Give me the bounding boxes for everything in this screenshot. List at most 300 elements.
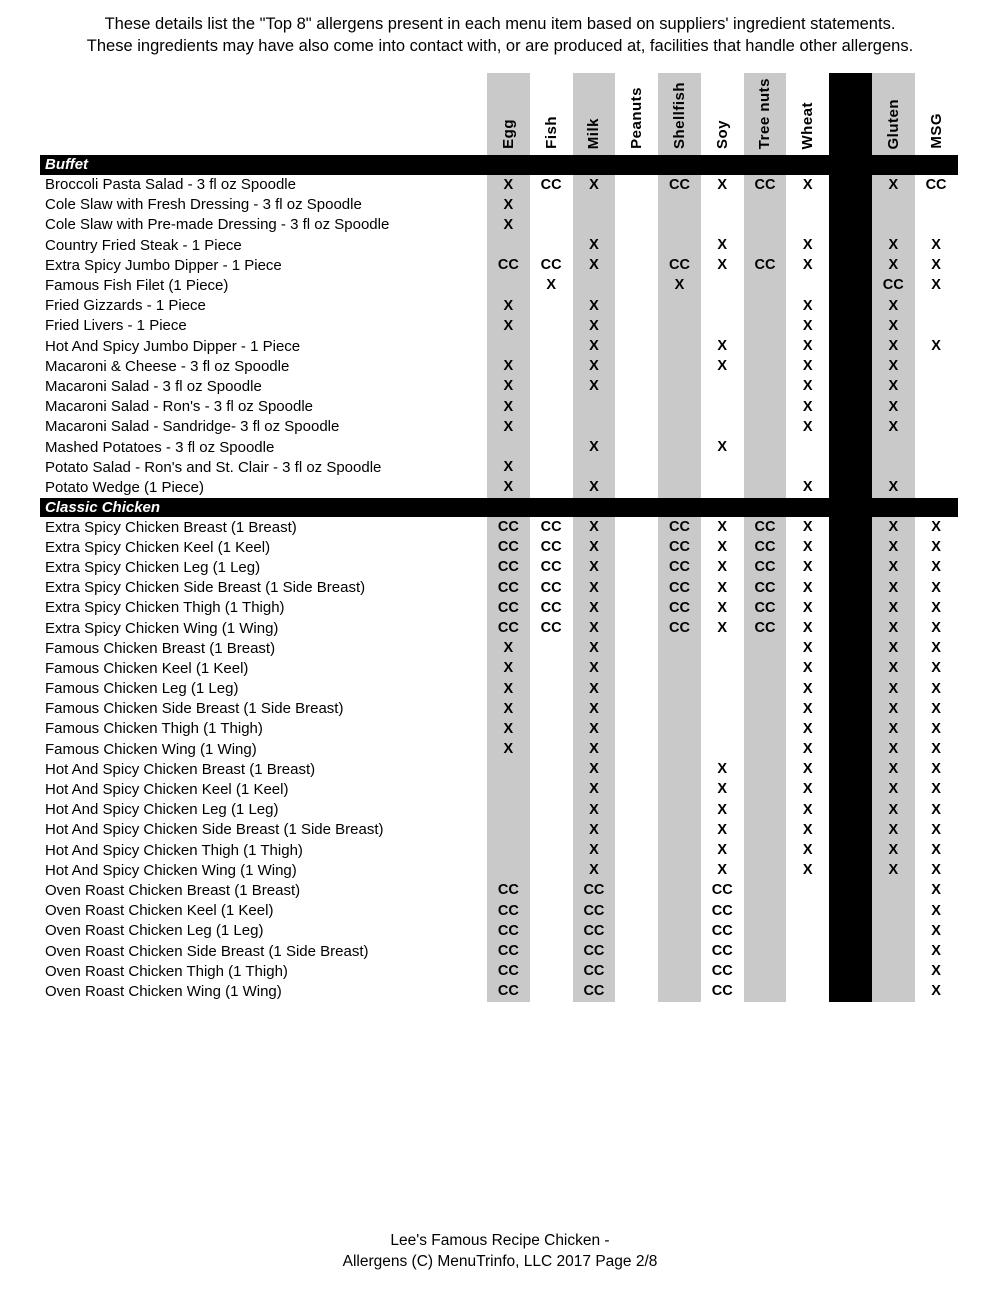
allergen-cell: X bbox=[888, 559, 899, 576]
allergen-cell: X bbox=[717, 761, 728, 778]
menu-item-label: Oven Roast Chicken Keel (1 Keel) bbox=[45, 902, 274, 920]
allergen-cell: X bbox=[589, 862, 599, 879]
allergen-cell: CC bbox=[497, 559, 519, 576]
allergen-cell: X bbox=[589, 438, 599, 455]
allergen-cell: CC bbox=[711, 983, 733, 1000]
allergen-cell: X bbox=[503, 459, 514, 476]
allergen-cell: CC bbox=[497, 902, 519, 919]
table-row bbox=[40, 779, 958, 799]
allergen-cell: X bbox=[802, 801, 813, 818]
allergen-cell: X bbox=[589, 479, 599, 496]
table-row bbox=[40, 255, 958, 275]
allergen-cell: X bbox=[546, 277, 556, 294]
allergen-cell: X bbox=[931, 519, 941, 535]
allergen-cell: CC bbox=[711, 922, 733, 939]
allergen-cell: X bbox=[589, 358, 599, 375]
allergen-cell: X bbox=[589, 761, 599, 778]
allergen-cell: X bbox=[888, 398, 899, 415]
allergen-cell: CC bbox=[583, 922, 605, 939]
menu-item-label: Hot And Spicy Chicken Leg (1 Leg) bbox=[45, 801, 279, 819]
allergen-cell: X bbox=[802, 579, 813, 596]
allergen-cell: X bbox=[802, 842, 813, 858]
allergen-cell: X bbox=[589, 821, 599, 838]
allergen-cell: X bbox=[931, 842, 941, 858]
allergen-cell: X bbox=[589, 781, 599, 798]
allergen-cell: X bbox=[717, 358, 728, 375]
table-row bbox=[40, 719, 958, 739]
table-row bbox=[40, 235, 958, 255]
menu-item-label: Potato Wedge (1 Piece) bbox=[45, 478, 204, 496]
allergen-cell: X bbox=[717, 781, 728, 798]
table-row bbox=[40, 397, 958, 417]
allergen-cell: X bbox=[888, 640, 899, 657]
allergen-cell: CC bbox=[497, 539, 519, 556]
allergen-cell: CC bbox=[497, 579, 519, 596]
allergen-cell: X bbox=[802, 539, 813, 556]
allergen-cell: X bbox=[717, 801, 728, 818]
allergen-cell: CC bbox=[711, 882, 733, 899]
page-footer bbox=[0, 1230, 1000, 1272]
menu-item-label: Famous Chicken Wing (1 Wing) bbox=[45, 740, 257, 758]
menu-item-label: Famous Chicken Leg (1 Leg) bbox=[45, 680, 239, 698]
allergen-cell: X bbox=[931, 680, 941, 697]
allergen-cell: X bbox=[931, 741, 941, 758]
column-header-label: Milk bbox=[585, 117, 603, 149]
allergen-cell: X bbox=[888, 842, 899, 858]
intro-line-2: These ingredients may have also come into contact with, or are produced at, facilities that handle other allergens. bbox=[86, 37, 914, 55]
allergen-cell: CC bbox=[668, 599, 690, 616]
allergen-cell: X bbox=[503, 196, 514, 213]
allergen-cell: CC bbox=[540, 257, 562, 274]
allergen-cell: X bbox=[589, 176, 599, 193]
allergen-cell: CC bbox=[497, 882, 519, 899]
table-row bbox=[40, 417, 958, 437]
menu-item-label: Cole Slaw with Pre-made Dressing - 3 fl oz Spoodle bbox=[45, 216, 390, 234]
allergen-cell: X bbox=[802, 479, 813, 496]
allergen-cell: X bbox=[931, 559, 941, 576]
allergen-cell: CC bbox=[497, 519, 519, 535]
allergen-cell: X bbox=[503, 398, 514, 415]
table-row bbox=[40, 961, 958, 981]
menu-item-label: Famous Fish Filet (1 Piece) bbox=[45, 277, 229, 295]
table-row bbox=[40, 376, 958, 396]
allergen-cell: X bbox=[589, 378, 599, 395]
allergen-cell: X bbox=[717, 559, 728, 576]
allergen-cell: X bbox=[931, 761, 941, 778]
column-header-label: Soy bbox=[713, 119, 731, 149]
menu-item-label: Famous Chicken Thigh (1 Thigh) bbox=[45, 720, 263, 738]
allergen-cell: X bbox=[503, 176, 514, 193]
column-header bbox=[915, 73, 958, 149]
menu-item-label: Famous Chicken Keel (1 Keel) bbox=[45, 659, 249, 677]
menu-item-label: Hot And Spicy Chicken Keel (1 Keel) bbox=[45, 781, 289, 799]
allergen-cell: X bbox=[503, 317, 514, 334]
allergen-cell: CC bbox=[754, 559, 776, 576]
menu-item-label: Extra Spicy Jumbo Dipper - 1 Piece bbox=[45, 256, 282, 274]
allergen-cell: X bbox=[802, 720, 813, 737]
table-header bbox=[40, 73, 958, 155]
allergen-cell: X bbox=[888, 418, 899, 435]
allergen-cell: CC bbox=[583, 942, 605, 959]
allergen-cell: X bbox=[888, 317, 899, 334]
table-row bbox=[40, 921, 958, 941]
allergen-cell: X bbox=[931, 579, 941, 596]
allergen-cell: X bbox=[717, 176, 728, 193]
allergen-cell: X bbox=[931, 902, 941, 919]
intro-line-1: These details list the "Top 8" allergens present in each menu item based on suppliers' ingredient statements. bbox=[104, 15, 896, 33]
allergen-cell: X bbox=[888, 660, 899, 677]
table-row bbox=[40, 840, 958, 860]
allergen-cell: X bbox=[931, 862, 941, 879]
table-row bbox=[40, 598, 958, 618]
allergen-cell: X bbox=[888, 761, 899, 778]
allergen-cell: CC bbox=[882, 277, 904, 294]
allergen-cell: X bbox=[931, 640, 941, 657]
allergen-cell: X bbox=[503, 358, 514, 375]
allergen-cell: X bbox=[503, 720, 514, 737]
table-row bbox=[40, 557, 958, 577]
allergen-cell: X bbox=[717, 338, 728, 354]
allergen-cell: X bbox=[802, 358, 813, 375]
table-row bbox=[40, 437, 958, 457]
table-row bbox=[40, 941, 958, 961]
allergen-cell: X bbox=[888, 378, 899, 395]
table-row bbox=[40, 195, 958, 215]
column-header-label: Wheat bbox=[799, 101, 817, 149]
allergen-cell: X bbox=[888, 680, 899, 697]
menu-item-label: Potato Salad - Ron's and St. Clair - 3 fl oz Spoodle bbox=[45, 458, 382, 476]
allergen-cell: X bbox=[802, 418, 813, 435]
column-header-label: Peanuts bbox=[628, 87, 646, 149]
allergen-cell: X bbox=[717, 862, 728, 879]
allergen-cell: CC bbox=[754, 539, 776, 556]
column-header bbox=[786, 73, 829, 149]
column-header bbox=[872, 73, 915, 149]
menu-item-label: Oven Roast Chicken Side Breast (1 Side Breast) bbox=[45, 942, 369, 960]
allergen-cell: X bbox=[888, 599, 899, 616]
allergen-cell: X bbox=[931, 821, 941, 838]
allergen-cell: X bbox=[589, 297, 599, 314]
allergen-cell: X bbox=[503, 297, 514, 314]
allergen-cell: X bbox=[888, 257, 899, 274]
allergen-cell: X bbox=[589, 741, 599, 758]
allergen-cell: X bbox=[931, 942, 941, 959]
menu-item-label: Extra Spicy Chicken Leg (1 Leg) bbox=[45, 558, 261, 576]
allergen-cell: CC bbox=[754, 257, 776, 274]
allergen-cell: X bbox=[802, 176, 813, 193]
footer-line-1: Lee's Famous Recipe Chicken - bbox=[390, 1232, 610, 1249]
menu-item-label: Macaroni Salad - Ron's - 3 fl oz Spoodle bbox=[45, 398, 314, 416]
section-header: Classic Chicken bbox=[40, 498, 958, 518]
allergen-cell: X bbox=[888, 741, 899, 758]
table-row bbox=[40, 880, 958, 900]
column-header bbox=[573, 73, 616, 149]
allergen-cell: X bbox=[888, 579, 899, 596]
allergen-cell: X bbox=[802, 398, 813, 415]
allergen-cell: X bbox=[589, 801, 599, 818]
column-header-label: Fish bbox=[542, 116, 560, 149]
allergen-cell: X bbox=[589, 338, 599, 354]
allergen-cell: X bbox=[888, 539, 899, 556]
allergen-cell: X bbox=[589, 237, 599, 254]
allergen-cell: X bbox=[589, 519, 599, 535]
allergen-cell: CC bbox=[583, 902, 605, 919]
allergen-cell: CC bbox=[668, 257, 690, 274]
menu-item-label: Oven Roast Chicken Leg (1 Leg) bbox=[45, 922, 264, 940]
column-header bbox=[615, 73, 658, 149]
allergen-cell: X bbox=[503, 680, 514, 697]
allergen-cell: X bbox=[503, 640, 514, 657]
column-header-label: Gluten bbox=[884, 98, 902, 149]
table-row bbox=[40, 699, 958, 719]
table-row bbox=[40, 820, 958, 840]
table-row bbox=[40, 175, 958, 195]
allergen-cell: X bbox=[589, 317, 599, 334]
allergen-cell: X bbox=[589, 257, 599, 274]
table-row bbox=[40, 658, 958, 678]
allergen-cell: X bbox=[589, 579, 599, 596]
table-row bbox=[40, 638, 958, 658]
table-row bbox=[40, 316, 958, 336]
allergen-cell: X bbox=[503, 660, 514, 677]
menu-item-label: Oven Roast Chicken Thigh (1 Thigh) bbox=[45, 962, 288, 980]
allergen-cell: X bbox=[931, 781, 941, 798]
allergen-cell: CC bbox=[540, 619, 562, 636]
allergen-cell: CC bbox=[754, 519, 776, 535]
column-header-label: Shellfish bbox=[670, 81, 688, 149]
allergen-cell: X bbox=[888, 237, 899, 254]
allergen-cell: CC bbox=[540, 539, 562, 556]
allergen-cell: X bbox=[717, 539, 728, 556]
allergen-cell: CC bbox=[540, 559, 562, 576]
intro-text bbox=[0, 13, 1000, 57]
allergen-cell: X bbox=[931, 599, 941, 616]
menu-item-label: Mashed Potatoes - 3 fl oz Spoodle bbox=[45, 438, 275, 456]
allergen-cell: X bbox=[589, 700, 599, 717]
allergen-cell: CC bbox=[668, 559, 690, 576]
allergen-cell: X bbox=[589, 599, 599, 616]
allergen-cell: CC bbox=[583, 882, 605, 899]
column-header bbox=[530, 73, 573, 149]
menu-item-label: Macaroni Salad - Sandridge- 3 fl oz Spoodle bbox=[45, 418, 340, 436]
allergen-cell: X bbox=[503, 741, 514, 758]
menu-item-label: Hot And Spicy Jumbo Dipper - 1 Piece bbox=[45, 337, 301, 355]
footer-line-2: Allergens (C) MenuTrinfo, LLC 2017 Page 2/8 bbox=[342, 1253, 658, 1270]
allergen-cell: X bbox=[931, 801, 941, 818]
allergen-cell: X bbox=[888, 619, 899, 636]
allergen-cell: CC bbox=[668, 579, 690, 596]
column-header-label: MSG bbox=[927, 113, 945, 149]
menu-item-label: Broccoli Pasta Salad - 3 fl oz Spoodle bbox=[45, 176, 296, 194]
allergen-cell: CC bbox=[711, 902, 733, 919]
allergen-cell: X bbox=[931, 720, 941, 737]
allergen-cell: X bbox=[717, 579, 728, 596]
allergen-cell: X bbox=[717, 519, 728, 535]
allergen-cell: X bbox=[802, 660, 813, 677]
table-row bbox=[40, 296, 958, 316]
allergen-cell: X bbox=[802, 257, 813, 274]
allergen-cell: CC bbox=[497, 963, 519, 980]
menu-item-label: Macaroni Salad - 3 fl oz Spoodle bbox=[45, 377, 262, 395]
allergen-cell: CC bbox=[583, 983, 605, 1000]
allergen-cell: CC bbox=[497, 599, 519, 616]
allergen-cell: X bbox=[717, 237, 728, 254]
allergen-cell: X bbox=[888, 801, 899, 818]
allergen-cell: X bbox=[589, 720, 599, 737]
allergen-cell: X bbox=[717, 599, 728, 616]
allergen-cell: X bbox=[802, 378, 813, 395]
allergen-cell: X bbox=[888, 358, 899, 375]
menu-item-label: Extra Spicy Chicken Side Breast (1 Side Breast) bbox=[45, 579, 366, 597]
allergen-cell: CC bbox=[668, 519, 690, 535]
table-row bbox=[40, 739, 958, 759]
allergen-cell: X bbox=[888, 479, 899, 496]
column-header bbox=[744, 73, 787, 149]
menu-item-label: Fried Livers - 1 Piece bbox=[45, 317, 187, 335]
allergen-cell: X bbox=[931, 660, 941, 677]
allergen-cell: X bbox=[589, 619, 599, 636]
allergen-cell: CC bbox=[497, 619, 519, 636]
table-row bbox=[40, 477, 958, 497]
menu-item-label: Hot And Spicy Chicken Thigh (1 Thigh) bbox=[45, 841, 303, 859]
allergen-cell: X bbox=[589, 660, 599, 677]
allergen-cell: CC bbox=[711, 963, 733, 980]
menu-item-label: Oven Roast Chicken Wing (1 Wing) bbox=[45, 982, 282, 1000]
allergen-cell: CC bbox=[583, 963, 605, 980]
allergen-cell: X bbox=[717, 619, 728, 636]
allergen-cell: X bbox=[888, 700, 899, 717]
allergen-cell: X bbox=[931, 338, 941, 354]
allergen-cell: CC bbox=[754, 599, 776, 616]
allergen-cell: X bbox=[589, 680, 599, 697]
column-header bbox=[658, 73, 701, 149]
menu-item-label: Famous Chicken Side Breast (1 Side Breast) bbox=[45, 700, 344, 718]
column-header bbox=[701, 73, 744, 149]
column-header-label: Tree nuts bbox=[756, 77, 774, 149]
allergen-cell: X bbox=[802, 599, 813, 616]
allergen-cell: X bbox=[717, 438, 728, 455]
table-body bbox=[40, 155, 958, 1002]
allergen-cell: X bbox=[931, 277, 941, 294]
column-header bbox=[487, 73, 530, 149]
allergen-cell: X bbox=[674, 277, 685, 294]
allergen-cell: X bbox=[503, 418, 514, 435]
section-header: Buffet bbox=[40, 155, 958, 175]
column-header-label: Egg bbox=[499, 119, 517, 149]
allergen-cell: X bbox=[802, 700, 813, 717]
table-row bbox=[40, 800, 958, 820]
allergen-cell: X bbox=[503, 479, 514, 496]
allergen-cell: X bbox=[802, 297, 813, 314]
allergen-cell: X bbox=[802, 559, 813, 576]
allergen-cell: X bbox=[802, 741, 813, 758]
allergen-cell: X bbox=[589, 559, 599, 576]
allergen-cell: X bbox=[931, 257, 941, 274]
allergen-cell: X bbox=[802, 237, 813, 254]
allergen-cell: X bbox=[589, 539, 599, 556]
allergen-cell: X bbox=[802, 619, 813, 636]
allergen-cell: X bbox=[589, 842, 599, 858]
menu-item-label: Extra Spicy Chicken Breast (1 Breast) bbox=[45, 518, 297, 536]
menu-item-label: Macaroni & Cheese - 3 fl oz Spoodle bbox=[45, 357, 290, 375]
allergen-cell: CC bbox=[754, 176, 776, 193]
allergen-cell: CC bbox=[497, 922, 519, 939]
table-row bbox=[40, 901, 958, 921]
allergen-cell: CC bbox=[540, 579, 562, 596]
allergen-cell: X bbox=[931, 619, 941, 636]
menu-item-label: Extra Spicy Chicken Wing (1 Wing) bbox=[45, 619, 279, 637]
menu-item-label: Hot And Spicy Chicken Breast (1 Breast) bbox=[45, 760, 316, 778]
allergen-cell: X bbox=[802, 781, 813, 798]
allergen-cell: X bbox=[931, 983, 941, 1000]
menu-item-label: Oven Roast Chicken Breast (1 Breast) bbox=[45, 881, 301, 899]
allergen-cell: CC bbox=[711, 942, 733, 959]
allergen-cell: X bbox=[888, 519, 899, 535]
allergen-cell: X bbox=[888, 297, 899, 314]
table-row bbox=[40, 275, 958, 295]
allergen-cell: X bbox=[802, 519, 813, 535]
allergen-cell: X bbox=[503, 378, 514, 395]
table-row bbox=[40, 759, 958, 779]
allergen-cell: CC bbox=[540, 176, 562, 193]
allergen-cell: CC bbox=[540, 599, 562, 616]
table-row bbox=[40, 578, 958, 598]
allergen-cell: X bbox=[888, 781, 899, 798]
allergen-cell: CC bbox=[497, 942, 519, 959]
allergen-cell: CC bbox=[754, 579, 776, 596]
allergen-cell: X bbox=[802, 761, 813, 778]
allergen-cell: X bbox=[931, 922, 941, 939]
allergen-cell: X bbox=[888, 176, 899, 193]
allergen-cell: X bbox=[717, 842, 728, 858]
allergen-cell: X bbox=[802, 640, 813, 657]
allergen-cell: X bbox=[802, 821, 813, 838]
menu-item-label: Cole Slaw with Fresh Dressing - 3 fl oz Spoodle bbox=[45, 196, 362, 214]
allergen-cell: X bbox=[931, 539, 941, 556]
table-row bbox=[40, 679, 958, 699]
table-row bbox=[40, 981, 958, 1001]
allergen-cell: CC bbox=[754, 619, 776, 636]
table-row bbox=[40, 215, 958, 235]
allergen-cell: CC bbox=[668, 619, 690, 636]
allergen-cell: X bbox=[888, 862, 899, 879]
allergen-cell: X bbox=[503, 700, 514, 717]
allergen-cell: CC bbox=[540, 519, 562, 535]
table-row bbox=[40, 336, 958, 356]
allergen-cell: CC bbox=[497, 983, 519, 1000]
menu-item-label: Extra Spicy Chicken Thigh (1 Thigh) bbox=[45, 599, 285, 617]
menu-item-label: Hot And Spicy Chicken Wing (1 Wing) bbox=[45, 861, 297, 879]
table-row bbox=[40, 457, 958, 477]
allergen-cell: X bbox=[802, 317, 813, 334]
allergen-cell: X bbox=[802, 338, 813, 354]
allergen-cell: X bbox=[802, 680, 813, 697]
table-row bbox=[40, 618, 958, 638]
table-row bbox=[40, 517, 958, 537]
allergen-cell: X bbox=[931, 700, 941, 717]
menu-item-label: Country Fried Steak - 1 Piece bbox=[45, 236, 242, 254]
allergen-cell: X bbox=[888, 821, 899, 838]
menu-item-label: Famous Chicken Breast (1 Breast) bbox=[45, 639, 276, 657]
allergen-cell: X bbox=[717, 821, 728, 838]
table-row bbox=[40, 537, 958, 557]
allergen-cell: CC bbox=[668, 539, 690, 556]
allergen-cell: X bbox=[931, 963, 941, 980]
table-row bbox=[40, 356, 958, 376]
allergen-cell: X bbox=[503, 216, 514, 233]
allergen-cell: CC bbox=[925, 176, 947, 193]
allergen-cell: X bbox=[589, 640, 599, 657]
